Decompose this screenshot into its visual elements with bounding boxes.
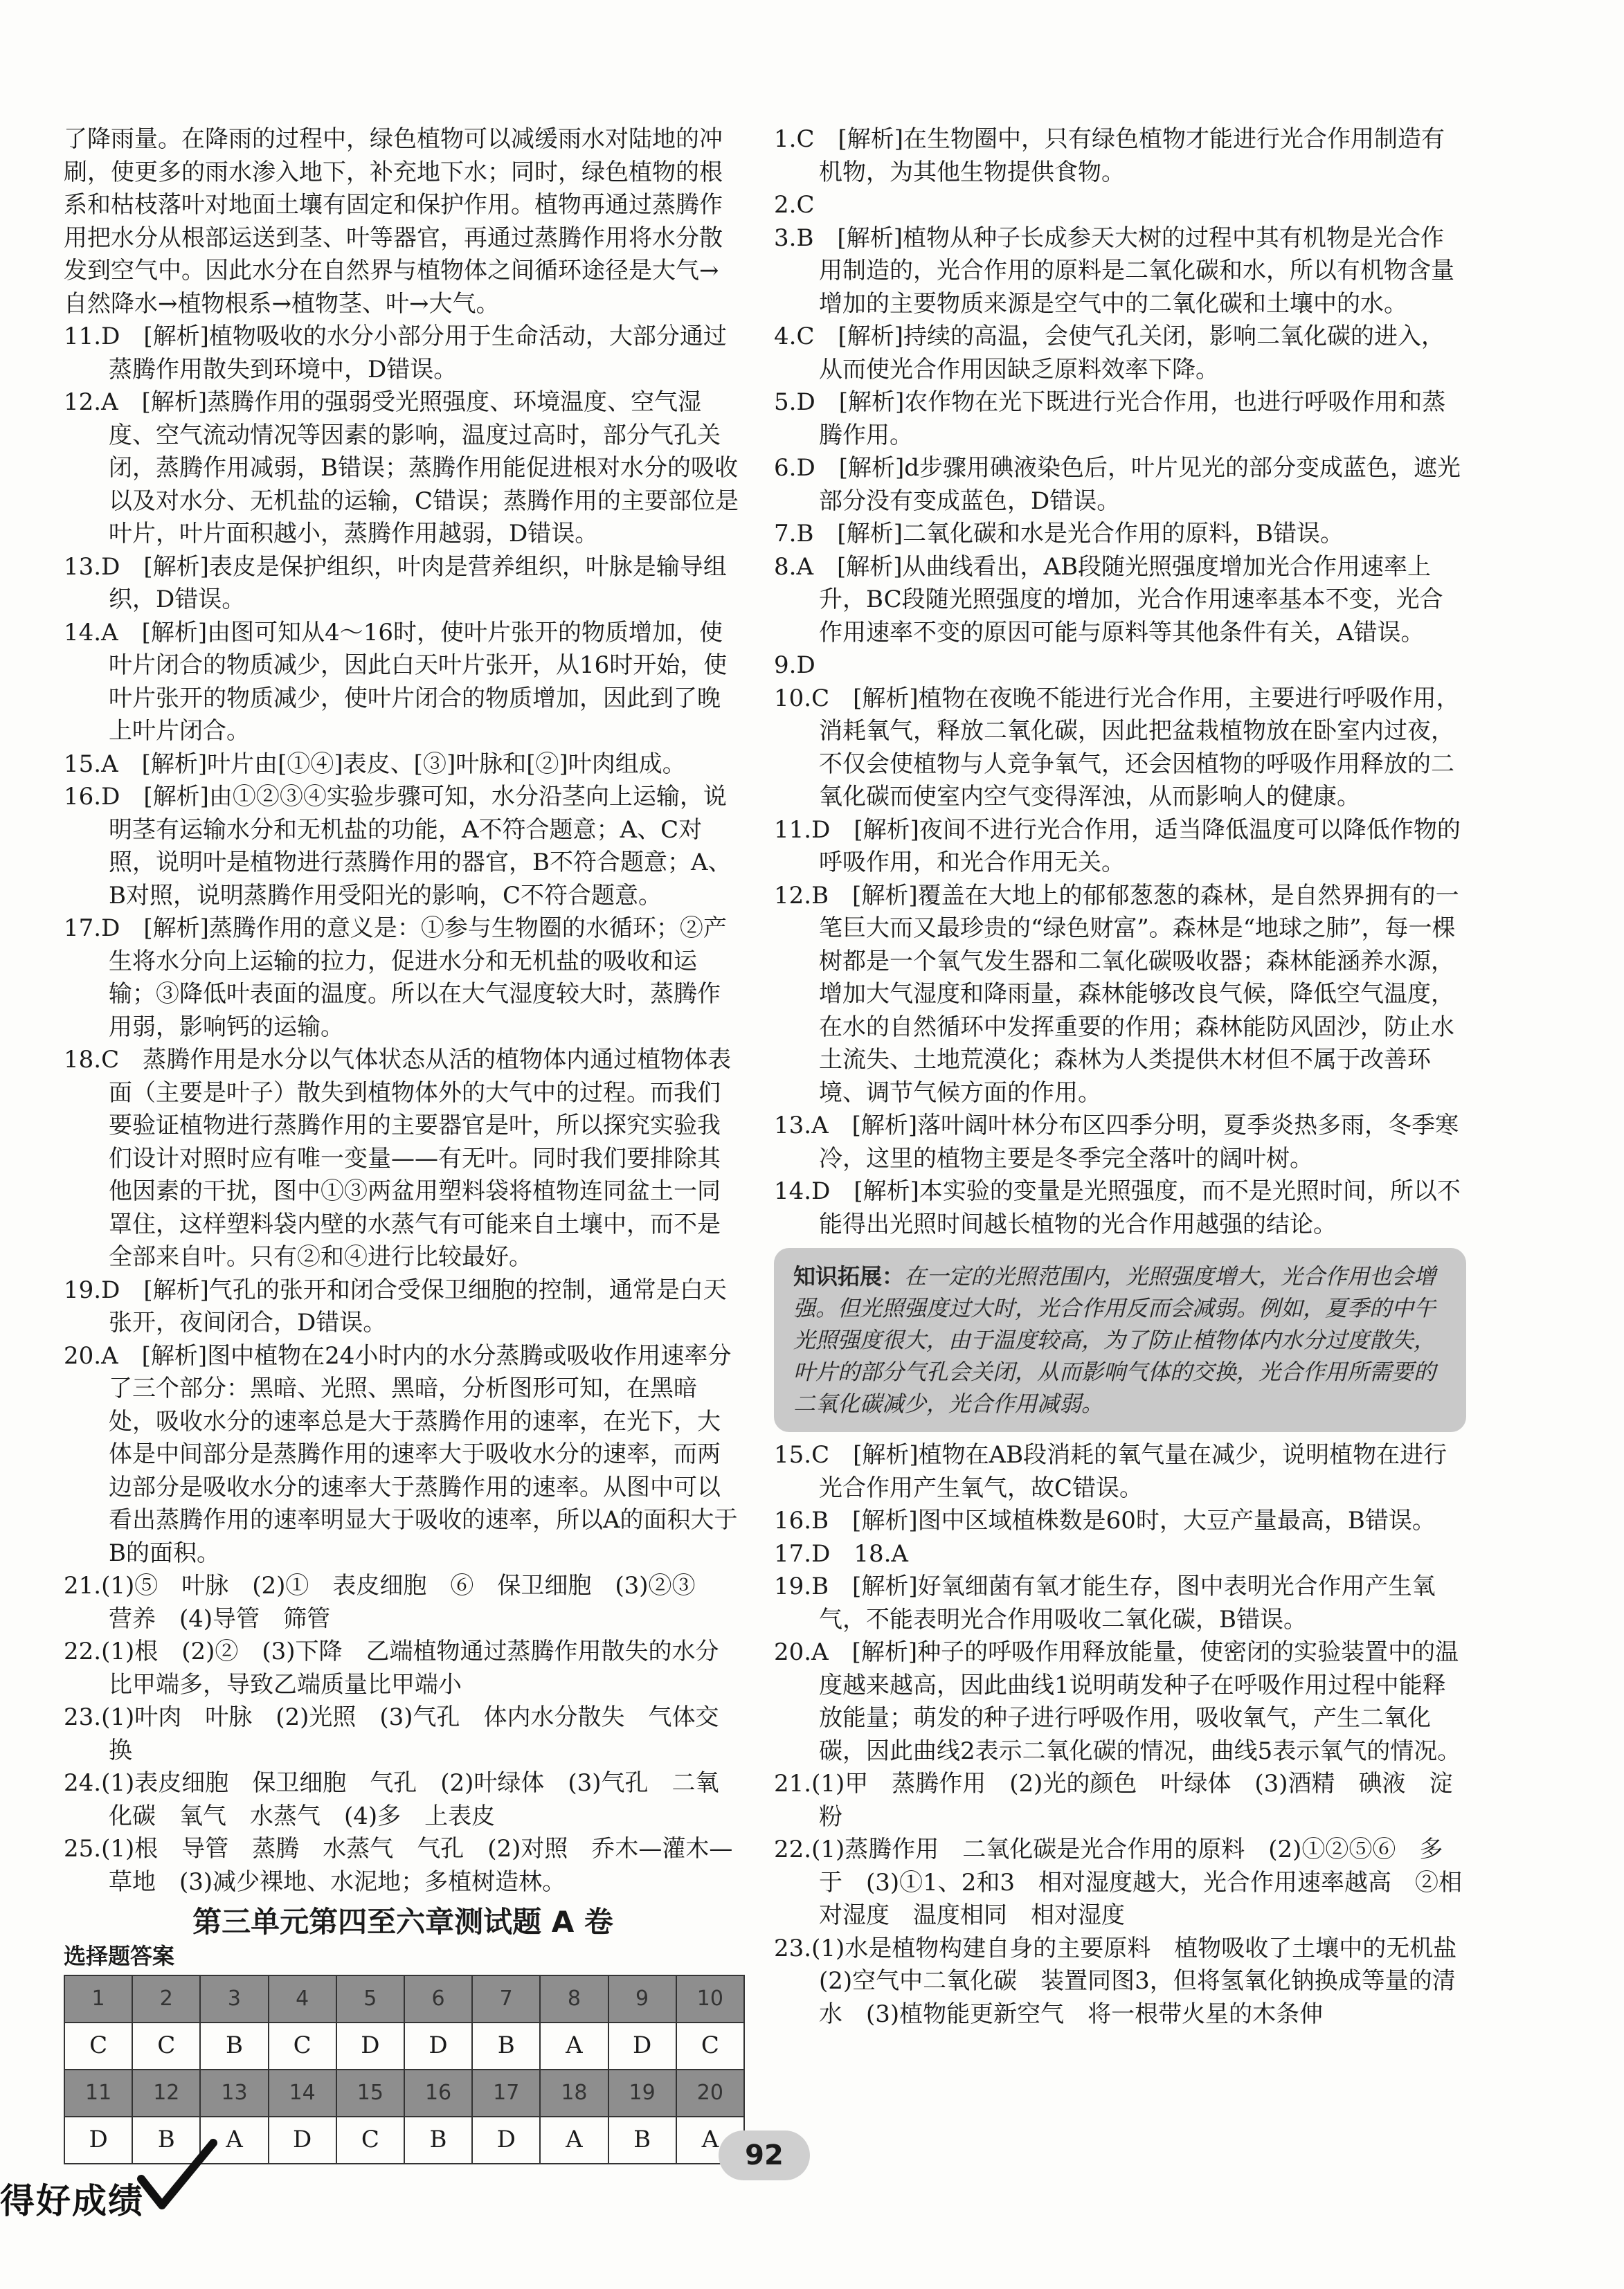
answer-cell: B (132, 2117, 200, 2164)
answer-cell: C (676, 2023, 744, 2070)
tip-text: 在一定的光照范围内，光照强度增大，光合作用也会增强。但光照强度过大时，光合作用反而会减弱。例如，夏季的中午光照强度很大，由于温度较高，为了防止植物体内水分过度散失，叶片的部分气孔会关闭，从而影响气体的交换，光合作用所需要的二氧化碳减少，光合作用减弱。 (793, 1263, 1436, 1417)
question-number-cell: 13 (200, 2070, 268, 2117)
answer-cell: C (336, 2117, 404, 2164)
checkmark-icon (136, 2139, 219, 2215)
answer-cell: D (64, 2117, 132, 2164)
answer-item: 17.D [解析]蒸腾作用的意义是：①参与生物圈的水循环；②产生将水分向上运输的拉力，促进水分和无机盐的吸收和运输；③降低叶表面的温度。所以在大气湿度较大时，蒸腾作用弱，影响钙的运输。 (64, 914, 727, 1041)
answer-cell: C (132, 2023, 200, 2070)
answer-cell: A (200, 2117, 268, 2164)
answer-cell: A (540, 2117, 608, 2164)
brand-text: 得好成绩 (0, 2181, 144, 2221)
answer-item: 10.C [解析]植物在夜晚不能进行光合作用，主要进行呼吸作用，消耗氧气，释放二氧化碳，因此把盆栽植物放在卧室内过夜，不仅会使植物与人竞争氧气，还会因植物的呼吸作用释放的二氧化碳而使室内空气变得浑浊，从而影响人的健康。 (774, 684, 1460, 811)
answer-item: 1.C [解析]在生物圈中，只有绿色植物才能进行光合作用制造有机物，为其他生物提供食物。 (774, 125, 1445, 186)
answer-cell: D (608, 2023, 676, 2070)
answer-item: 20.A [解析]种子的呼吸作用释放能量，使密闭的实验装置中的温度越来越高，因此曲线1说明萌发种子在呼吸作用过程中能释放能量；萌发的种子进行呼吸作用，吸收氧气，产生二氧化碳，因此曲线2表示二氧化碳的情况，曲线5表示氧气的情况。 (774, 1638, 1461, 1765)
answer-item: 23.(1)叶肉 叶脉 (2)光照 (3)气孔 体内水分散失 气体交换 (64, 1703, 719, 1764)
answer-item: 22.(1)根 (2)② (3)下降 乙端植物通过蒸腾作用散失的水分比甲端多，导致乙端质量比甲端小 (64, 1638, 719, 1699)
answer-item: 22.(1)蒸腾作用 二氧化碳是光合作用的原料 (2)①②⑤⑥ 多于 (3)①1、2和3 相对湿度越大，光合作用速率越高 ②相对湿度 温度相同 相对湿度 (774, 1836, 1463, 1929)
answer-item: 14.A [解析]由图可知从4～16时，使叶片张开的物质增加，使叶片闭合的物质减少，因此白天叶片张开，从16时开始，使叶片张开的物质减少，使叶片闭合的物质增加，因此到了晚上叶片闭合。 (64, 618, 728, 745)
question-number-cell: 17 (472, 2070, 540, 2117)
answer-item: 12.A [解析]蒸腾作用的强弱受光照强度、环境温度、空气湿度、空气流动情况等因素的影响，温度过高时，部分气孔关闭，蒸腾作用减弱，B错误；蒸腾作用能促进根对水分的吸收以及对水分、无机盐的运输，C错误；蒸腾作用的主要部位是叶片，叶片面积越小，蒸腾作用越弱，D错误。 (64, 388, 739, 548)
question-number-cell: 18 (540, 2070, 608, 2117)
question-number-cell: 15 (336, 2070, 404, 2117)
table-row (64, 2023, 744, 2070)
answer-item: 24.(1)表皮细胞 保卫细胞 气孔 (2)叶绿体 (3)气孔 二氧化碳 氧气 水蒸气 (4)多 上表皮 (64, 1769, 719, 1830)
answer-cell: A (540, 2023, 608, 2070)
answer-cell: D (269, 2117, 336, 2164)
answer-item: 17.D 18.A (774, 1539, 908, 1568)
answer-item: 13.A [解析]落叶阔叶林分布区四季分明，夏季炎热多雨，冬季寒冷，这里的植物主要是冬季完全落叶的阔叶树。 (774, 1112, 1459, 1173)
answer-cell: B (608, 2117, 676, 2164)
answer-item: 7.B [解析]二氧化碳和水是光合作用的原料，B错误。 (774, 520, 1344, 548)
question-number-cell: 11 (64, 2070, 132, 2117)
answer-cell: B (200, 2023, 268, 2070)
answer-item: 12.B [解析]覆盖在大地上的郁郁葱葱的森林，是自然界拥有的一笔巨大而又最珍贵的“绿色财富”。森林是“地球之肺”，每一棵树都是一个氧气发生器和二氧化碳吸收器；森林能涵养水源，增加大气湿度和降雨量，森林能够改良气候，降低空气温度，在水的自然循环中发挥重要的作用；森林能防风固沙，防止水土流失、土地荒漠化；森林为人类提供木材但不属于改善环境、调节气候方面的作用。 (774, 881, 1459, 1107)
answer-table (64, 1975, 745, 2164)
answer-cell: A (676, 2117, 744, 2164)
answer-item: 21.(1)甲 蒸腾作用 (2)光的颜色 叶绿体 (3)酒精 碘液 淀粉 (774, 1770, 1453, 1831)
answer-cell: D (404, 2023, 472, 2070)
answer-item: 19.B [解析]好氧细菌有氧才能生存，图中表明光合作用产生氧气，不能表明光合作用吸收二氧化碳，B错误。 (774, 1573, 1436, 1634)
question-number-cell: 12 (132, 2070, 200, 2117)
right-column (774, 123, 1481, 2031)
question-number-cell: 1 (64, 1975, 132, 2023)
question-number-cell: 4 (269, 1975, 336, 2023)
unit-title: 第三单元第四至六章测试题 A 卷 (192, 1905, 613, 1939)
answer-item: 15.A [解析]叶片由[①④]表皮、[③]叶脉和[②]叶肉组成。 (64, 750, 686, 778)
answer-item: 8.A [解析]从曲线看出，AB段随光照强度增加光合作用速率上升，BC段随光照强度的增加，光合作用速率基本不变，光合作用速率不变的原因可能与原料等其他条件有关，A错误。 (774, 552, 1443, 646)
answer-item: 5.D [解析]农作物在光下既进行光合作用，也进行呼吸作用和蒸腾作用。 (774, 388, 1446, 449)
answer-item: 23.(1)水是植物构建自身的主要原料 植物吸收了土壤中的无机盐 (2)空气中二氧化碳 装置同图3，但将氢氧化钠换成等量的清水 (3)植物能更新空气 将一根带火星的木条伸 (774, 1934, 1481, 2028)
question-number-cell: 6 (404, 1975, 472, 2023)
question-number-cell: 10 (676, 1975, 744, 2023)
tip-label: 知识拓展： (793, 1263, 905, 1290)
answer-item: 15.C [解析]植物在AB段消耗的氧气量在减少，说明植物在进行光合作用产生氧气，故C错误。 (774, 1441, 1447, 1502)
table-row (64, 1975, 744, 2023)
question-number-cell: 3 (200, 1975, 268, 2023)
answer-item: 了降雨量。在降雨的过程中，绿色植物可以减缓雨水对陆地的冲刷，使更多的雨水渗入地下，补充地下水；同时，绿色植物的根系和枯枝落叶对地面土壤有固定和保护作用。植物再通过蒸腾作用把水分从根部运送到茎、叶等器官，再通过蒸腾作用将水分散发到空气中。因此水分在自然界与植物体之间循环途径是大气→自然降水→植物根系→植物茎、叶→大气。 (64, 125, 723, 318)
answer-item: 9.D (774, 651, 815, 679)
question-number-cell: 9 (608, 1975, 676, 2023)
answer-cell: B (404, 2117, 472, 2164)
answer-cell: D (336, 2023, 404, 2070)
page-number: 92 (719, 2130, 810, 2180)
answer-item: 13.D [解析]表皮是保护组织，叶肉是营养组织，叶脉是输导组织，D错误。 (64, 552, 727, 613)
answer-item: 25.(1)根 导管 蒸腾 水蒸气 气孔 (2)对照 乔木—灌木—草地 (3)减少裸地、水泥地；多植树造林。 (64, 1835, 733, 1896)
table-row (64, 2070, 744, 2117)
left-column (64, 123, 742, 2164)
answer-item: 14.D [解析]本实验的变量是光照强度，而不是光照时间，所以不能得出光照时间越长植物的光合作用越强的结论。 (774, 1177, 1461, 1238)
answer-item: 6.D [解析]d步骤用碘液染色后，叶片见光的部分变成蓝色，遮光部分没有变成蓝色，D错误。 (774, 454, 1461, 515)
answer-table-label: 选择题答案 (64, 1943, 175, 1969)
question-number-cell: 5 (336, 1975, 404, 2023)
question-number-cell: 7 (472, 1975, 540, 2023)
question-number-cell: 20 (676, 2070, 744, 2117)
answer-cell: C (269, 2023, 336, 2070)
question-number-cell: 14 (269, 2070, 336, 2117)
question-number-cell: 16 (404, 2070, 472, 2117)
answer-item: 2.C (774, 191, 815, 219)
answer-item: 16.B [解析]图中区域植株数是60时，大豆产量最高，B错误。 (774, 1507, 1436, 1535)
question-number-cell: 8 (540, 1975, 608, 2023)
answer-item: 18.C 蒸腾作用是水分以气体状态从活的植物体内通过植物体表面（主要是叶子）散失到植物体外的大气中的过程。而我们要验证植物进行蒸腾作用的主要器官是叶，所以探究实验我们设计对照时应有唯一变量——有无叶。同时我们要排除其他因素的干扰，图中①③两盆用塑料袋将植物连同盆土一同罩住，这样塑料袋内壁的水蒸气有可能来自土壤中，而不是全部来自叶。只有②和④进行比较最好。 (64, 1046, 732, 1271)
answer-item: 11.D [解析]夜间不进行光合作用，适当降低温度可以降低作物的呼吸作用，和光合作用无关。 (774, 815, 1461, 876)
knowledge-tip-box (774, 1248, 1466, 1432)
answer-item: 11.D [解析]植物吸收的水分小部分用于生命活动，大部分通过蒸腾作用散失到环境中，D错误。 (64, 323, 727, 383)
answer-item: 21.(1)⑤ 叶脉 (2)① 表皮细胞 ⑥ 保卫细胞 (3)②③ 营养 (4)导管 筛管 (64, 1572, 719, 1633)
answer-item: 4.C [解析]持续的高温，会使气孔关闭，影响二氧化碳的进入，从而使光合作用因缺乏原料效率下降。 (774, 323, 1445, 383)
answer-cell: B (472, 2023, 540, 2070)
question-number-cell: 19 (608, 2070, 676, 2117)
answer-item: 19.D [解析]气孔的张开和闭合受保卫细胞的控制，通常是白天张开，夜间闭合，D错误。 (64, 1276, 727, 1337)
question-number-cell: 2 (132, 1975, 200, 2023)
answer-cell: D (472, 2117, 540, 2164)
answer-item: 20.A [解析]图中植物在24小时内的水分蒸腾或吸收作用速率分了三个部分：黑暗、光照、黑暗，分析图形可知，在黑暗处，吸收水分的速率总是大于蒸腾作用的速率，在光下，大体是中间部分是蒸腾作用的速率大于吸收水分的速率，而两边部分是吸收水分的速率大于蒸腾作用的速率。从图中可以看出蒸腾作用的速率明显大于吸收的速率，所以A的面积大于B的面积。 (64, 1341, 738, 1567)
answer-item: 16.D [解析]由①②③④实验步骤可知，水分沿茎向上运输，说明茎有运输水分和无机盐的功能，A不符合题意；A、C对照，说明叶是植物进行蒸腾作用的器官，B不符合题意；A、B对照，说明蒸腾作用受阳光的影响，C不符合题意。 (64, 783, 732, 910)
answer-item: 3.B [解析]植物从种子长成参天大树的过程中其有机物是光合作用制造的，光合作用的原料是二氧化碳和水，所以有机物含量增加的主要物质来源是空气中的二氧化碳和土壤中的水。 (774, 224, 1454, 318)
answer-cell: C (64, 2023, 132, 2070)
